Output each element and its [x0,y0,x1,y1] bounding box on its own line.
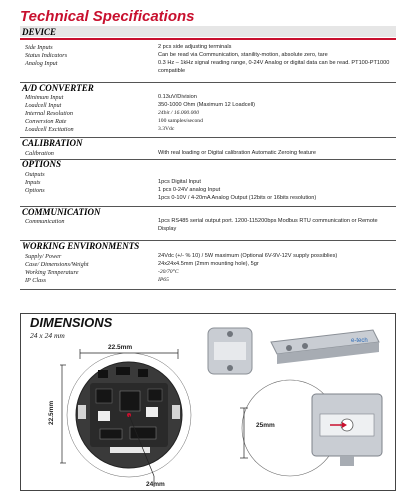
dimensions-title: DIMENSIONS [30,315,113,330]
spec-value: 0.3 Hz – 1kHz signal reading range, 0-24V Analog or digital data can be read. PT100-PT1000 compatible [158,60,390,74]
spec-label: Calibration [25,150,54,157]
loadcell-size-label: 25mm [256,422,275,429]
spec-label: Loadcell Excitation [25,126,74,133]
spec-label: Conversion Rate [25,118,67,125]
loadcell-brand-logo: e-tech [351,338,368,344]
spec-label: Minimum Input [25,94,64,101]
spec-value: 1pcs RS485 serial output port. 1200-115200bps Modbus RTU communication or Remote Display [158,218,378,232]
spec-value: 1pcs Digital Input [158,179,201,185]
spec-label: Outputs [25,171,45,178]
section-heading-device: DEVICE [22,27,57,37]
spec-label: Inputs [25,179,41,186]
spec-label: Case/ Dimensions/Weight [25,261,89,268]
spec-value: 0.13uV/Division [158,94,197,100]
spec-value: 1 pcs 0-24V analog Input [158,187,221,193]
spec-label: Communication [25,218,65,225]
section-divider [20,159,396,160]
loadcell-shear-beam-image [265,320,383,370]
dimensions-subtitle: 24 x 24 mm [30,331,65,340]
section-rule [20,38,396,40]
section-bg-device [20,26,396,37]
spec-label: Options [25,187,45,194]
spec-value: 1pcs 0-10V / 4-20mA Analog Output (12bits or 16bits resolution) [158,195,317,201]
loadcell-dimension-drawing [230,378,395,488]
spec-label: Supply/ Power [25,253,62,260]
spec-value: Can be read via Communication, stanility-motion, absolute zero, tare [158,52,328,58]
pcb-width-label: 22.5mm [108,344,133,351]
spec-value: IP65 [158,277,169,283]
spec-label: Loadcell Input [25,102,62,109]
section-heading-communication: COMMUNICATION [22,207,101,217]
spec-value: 24bit / 16.000.000 [158,110,200,116]
section-heading-options: OPTIONS [22,159,62,169]
section-divider [20,289,396,290]
section-heading-calibration: CALIBRATION [22,138,83,148]
spec-label: Analog Input [25,60,58,67]
spec-label: Working Temperature [25,269,79,276]
pcb-height-label: 22.5mm [48,400,55,425]
section-heading-working-environments: WORKING ENVIRONMENTS [22,241,140,251]
section-heading-ad-converter: A/D CONVERTER [22,83,94,93]
spec-value: 3.3Vdc [158,126,175,132]
loadcell-s-type-image [200,322,260,380]
spec-value: 2 pcs side adjusting terminals [158,44,232,50]
spec-value: 350-1000 Ohm (Maximum 12 Loadcell) [158,102,256,108]
spec-label: Internal Resolution [25,110,73,117]
spec-value: 24Vdc (+/- % 10) / 5W maximum (Optional 6V-9V-12V supply possiblies) [158,253,338,259]
spec-label: Side Inputs [25,44,53,51]
spec-value: -20/70°C [158,269,179,275]
pcb-board-drawing [60,345,215,493]
spec-value: 100 samples/second [158,118,203,124]
page-title: Technical Specifications [20,8,195,25]
spec-value: 24x24x4.5mm (2mm mounting hole), 5gr [158,261,259,267]
spec-value: With real loading or Digital calibration Automatic Zeroing feature [158,150,316,156]
pcb-diameter-label: 24mm [146,481,165,488]
spec-label: IP Class [25,277,47,284]
spec-label: Status Indicators [25,52,68,59]
